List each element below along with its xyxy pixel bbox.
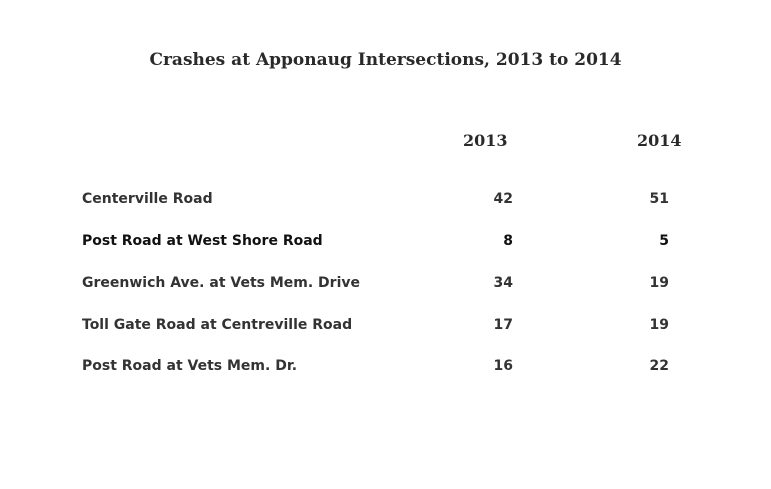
table-title: Crashes at Apponaug Intersections, 2013 to 2014 xyxy=(149,50,622,70)
value-2013: 34 xyxy=(493,275,513,291)
row-label: Toll Gate Road at Centreville Road xyxy=(82,317,353,333)
row-label: Greenwich Ave. at Vets Mem. Drive xyxy=(82,275,361,291)
table-row xyxy=(0,275,771,297)
column-header-2013: 2013 xyxy=(463,131,508,150)
value-2013: 17 xyxy=(493,317,513,333)
value-2013: 8 xyxy=(503,233,513,249)
table-row xyxy=(0,191,771,213)
table-row xyxy=(0,233,771,255)
value-2014: 22 xyxy=(649,358,669,374)
value-2013: 42 xyxy=(493,191,513,207)
row-label: Post Road at West Shore Road xyxy=(82,233,323,249)
row-label: Post Road at Vets Mem. Dr. xyxy=(82,358,298,374)
value-2014: 19 xyxy=(649,317,669,333)
value-2013: 16 xyxy=(493,358,513,374)
column-header-2014: 2014 xyxy=(637,131,682,150)
table-row xyxy=(0,317,771,339)
table-row xyxy=(0,358,771,380)
value-2014: 5 xyxy=(659,233,669,249)
row-label: Centerville Road xyxy=(82,191,213,207)
value-2014: 19 xyxy=(649,275,669,291)
value-2014: 51 xyxy=(649,191,669,207)
